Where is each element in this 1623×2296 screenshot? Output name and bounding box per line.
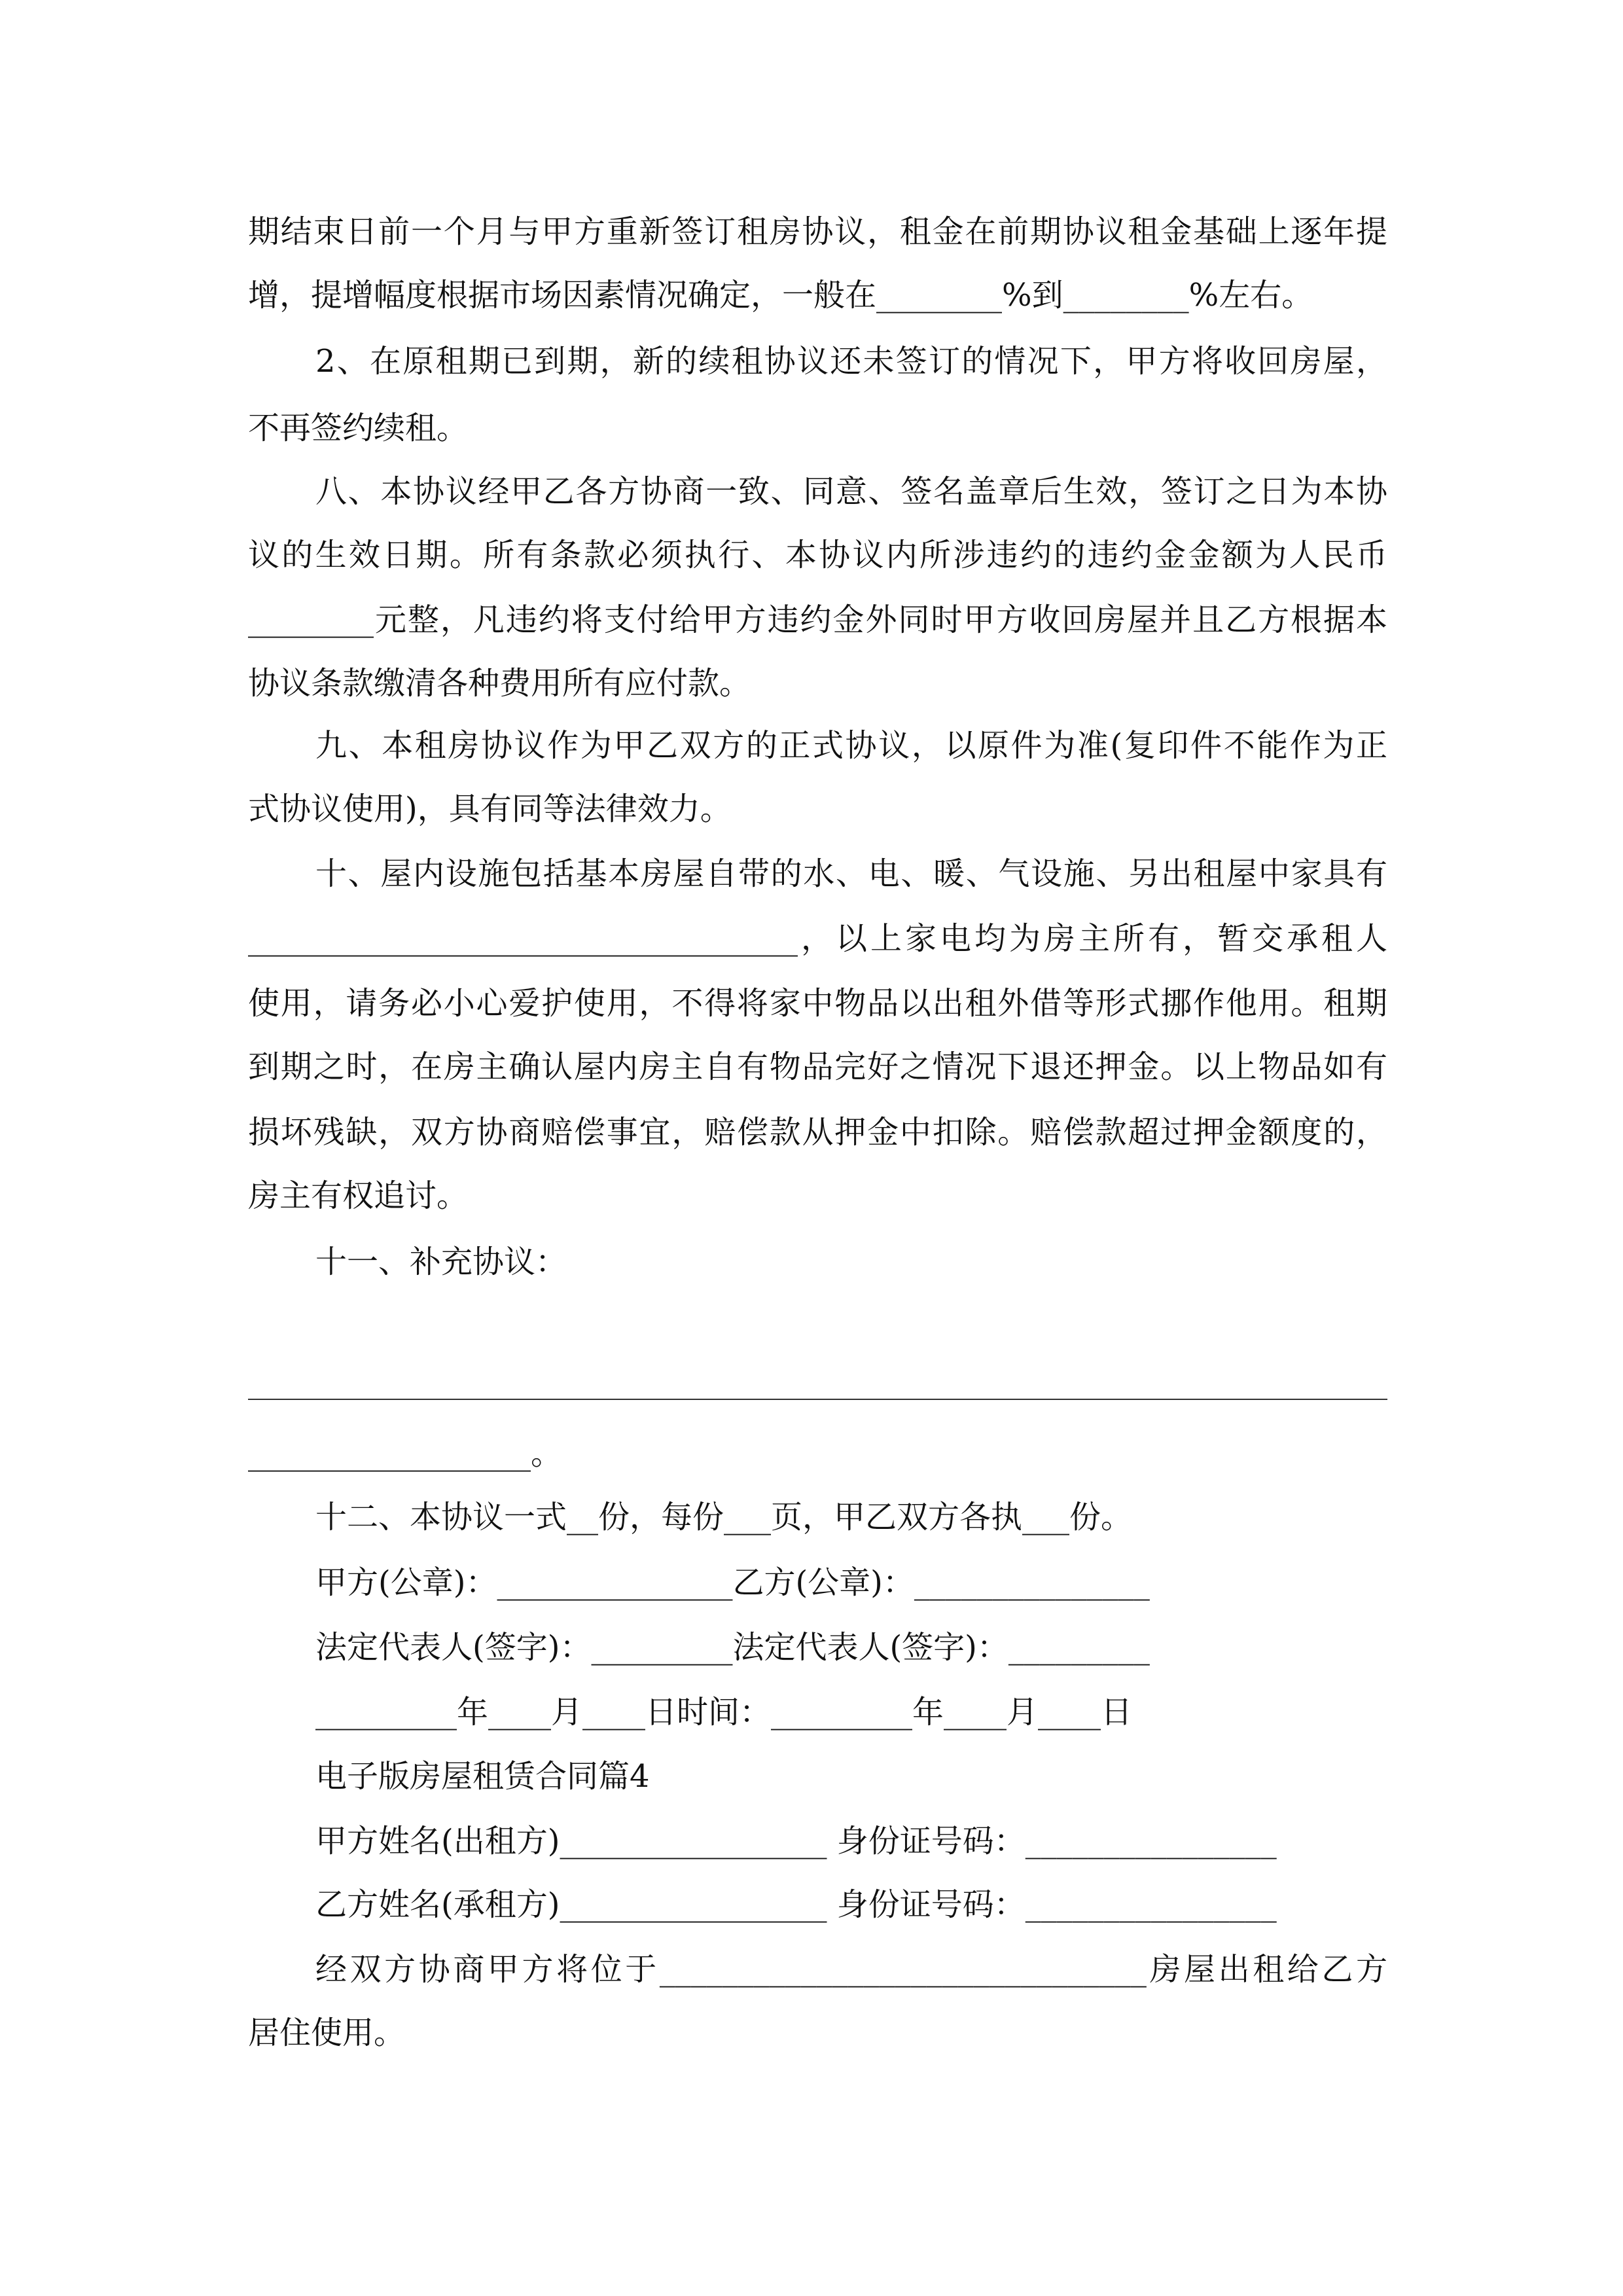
paragraph-line: 增，提增幅度根据市场因素情况确定，一般在________%到________%左右。 [248, 277, 1313, 314]
clause-10-line: 十、屋内设施包括基本房屋自带的水、电、暖、气设施、另出租屋中家具有 [315, 855, 1387, 892]
clause-8-line: 八、本协议经甲乙各方协商一致、同意、签名盖章后生效，签订之日为本协 [315, 473, 1387, 510]
party-a-name-line: 甲方姓名(出租方)_________________ 身份证号码：________________ [315, 1823, 1277, 1859]
supplement-blank: __________________。 [248, 1435, 563, 1472]
clause-9-line: 九、本租房协议作为甲乙双方的正式协议，以原件为准(复印件不能作为正 [315, 727, 1387, 764]
party-b-name-line: 乙方姓名(承租方)_________________ 身份证号码：________________ [315, 1886, 1277, 1923]
clause-11-heading: 十一、补充协议： [315, 1244, 567, 1280]
property-line: 经双方协商甲方将位于_______________________________房屋出租给乙方 [315, 1951, 1387, 1988]
section-title: 电子版房屋租赁合同篇4 [315, 1758, 650, 1795]
date-line: _________年____月____日时间：_________年____月____日 [315, 1694, 1133, 1731]
clause-12-line: 十二、本协议一式__份，每份___页，甲乙双方各执___份。 [315, 1499, 1133, 1535]
paragraph-line: 式协议使用)，具有同等法律效力。 [248, 791, 732, 827]
paragraph-line: 协议条款缴清各种费用所有应付款。 [248, 665, 751, 702]
paragraph-line: 期结束日前一个月与甲方重新签订租房协议，租金在前期协议租金基础上逐年提 [248, 213, 1387, 250]
paragraph-line: 居住使用。 [248, 2015, 406, 2051]
paragraph-line: 损坏残缺，双方协商赔偿事宜，赔偿款从押金中扣除。赔偿款超过押金额度的， [248, 1114, 1387, 1151]
clause-2-line: 2、在原租期已到期，新的续租协议还未签订的情况下，甲方将收回房屋， [315, 343, 1387, 380]
paragraph-line: 使用，请务必小心爱护使用，不得将家中物品以出租外借等形式挪作他用。租期 [248, 985, 1387, 1022]
paragraph-line: ________元整，凡违约将支付给甲方违约金外同时甲方收回房屋并且乙方根据本 [248, 601, 1387, 638]
paragraph-line: ___________________________________，以上家电均为房主所有，暂交承租人 [248, 920, 1387, 957]
party-seal-line: 甲方(公章)：_______________乙方(公章)：_______________ [315, 1564, 1150, 1601]
paragraph-line: 议的生效日期。所有条款必须执行、本协议内所涉违约的违约金金额为人民币 [248, 537, 1387, 573]
supplement-blank-line [248, 1399, 1387, 1400]
paragraph-line: 不再签约续租。 [248, 410, 469, 446]
legal-rep-line: 法定代表人(签字)：_________法定代表人(签字)：_________ [315, 1629, 1150, 1666]
paragraph-line: 房主有权追讨。 [248, 1177, 469, 1214]
paragraph-line: 到期之时，在房主确认屋内房主自有物品完好之情况下退还押金。以上物品如有 [248, 1049, 1387, 1085]
